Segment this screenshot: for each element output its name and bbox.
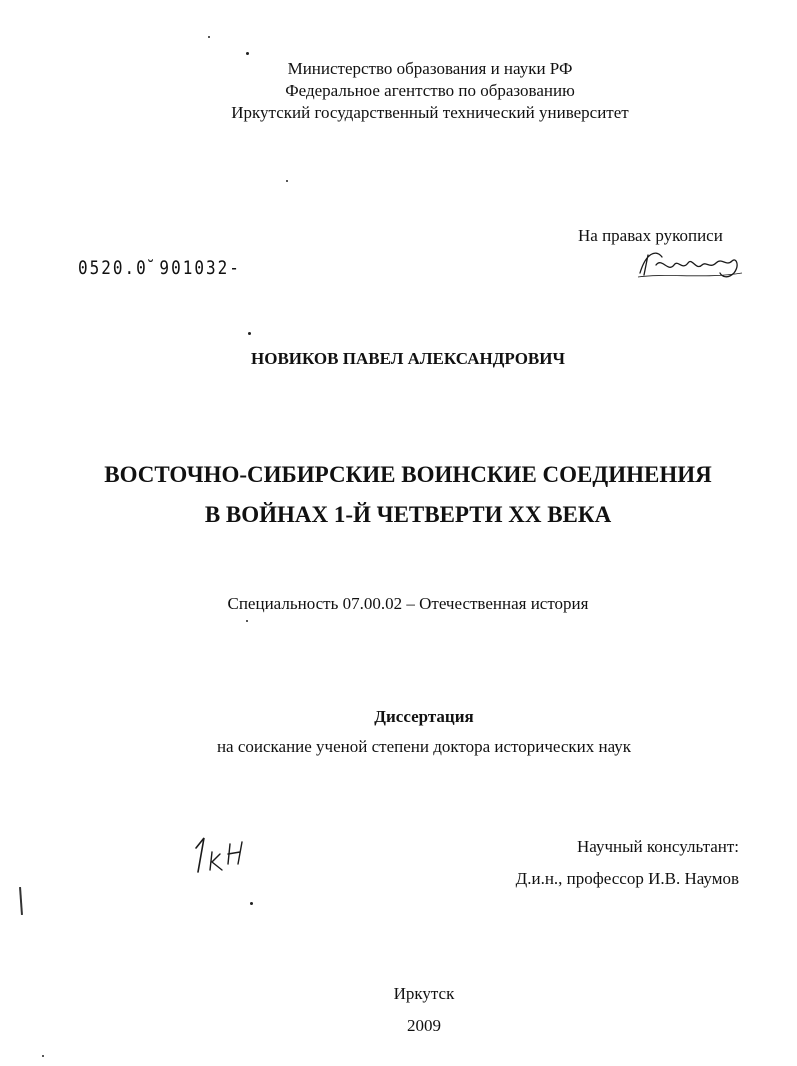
dissertation-heading: Диссертация [374, 707, 474, 726]
footer [0, 978, 797, 1042]
year: 2009 [407, 1016, 441, 1035]
scan-speck [208, 36, 210, 38]
agency-line: Федеральное агентство по образованию [285, 81, 575, 100]
scan-speck [286, 180, 288, 182]
advisor-name: Д.и.н., профессор И.В. Наумов [515, 869, 739, 888]
author-name: НОВИКОВ ПАВЕЛ АЛЕКСАНДРОВИЧ [251, 349, 565, 368]
ministry-line: Министерство образования и науки РФ [287, 59, 573, 78]
specialty: Специальность 07.00.02 – Отечественная история [227, 594, 589, 613]
scan-speck [250, 902, 253, 905]
scientific-advisor [516, 831, 739, 895]
institution-header [0, 58, 797, 124]
title-line-1: ВОСТОЧНО-СИБИРСКИЕ ВОИНСКИЕ СОЕДИНЕНИЯ [104, 462, 712, 487]
signature-icon [636, 243, 746, 283]
university-line: Иркутский государственный технический университет [231, 103, 629, 122]
rights-note: На правах рукописи [578, 226, 723, 245]
city: Иркутск [393, 984, 455, 1003]
scan-speck [248, 332, 251, 335]
handwritten-mark-icon [192, 832, 252, 874]
scan-speck [42, 1055, 44, 1057]
degree-line: на соискание ученой степени доктора исторических наук [216, 737, 632, 756]
title-line-2: В ВОЙНАХ 1-Й ЧЕТВЕРТИ XX ВЕКА [204, 502, 612, 527]
scan-scratch [19, 887, 23, 915]
advisor-label: Научный консультант: [577, 837, 739, 856]
archive-stamp: 0520.0̆ 901032- [78, 256, 241, 279]
dissertation-title [0, 455, 797, 535]
scan-speck [246, 52, 249, 55]
scan-speck [246, 620, 248, 622]
